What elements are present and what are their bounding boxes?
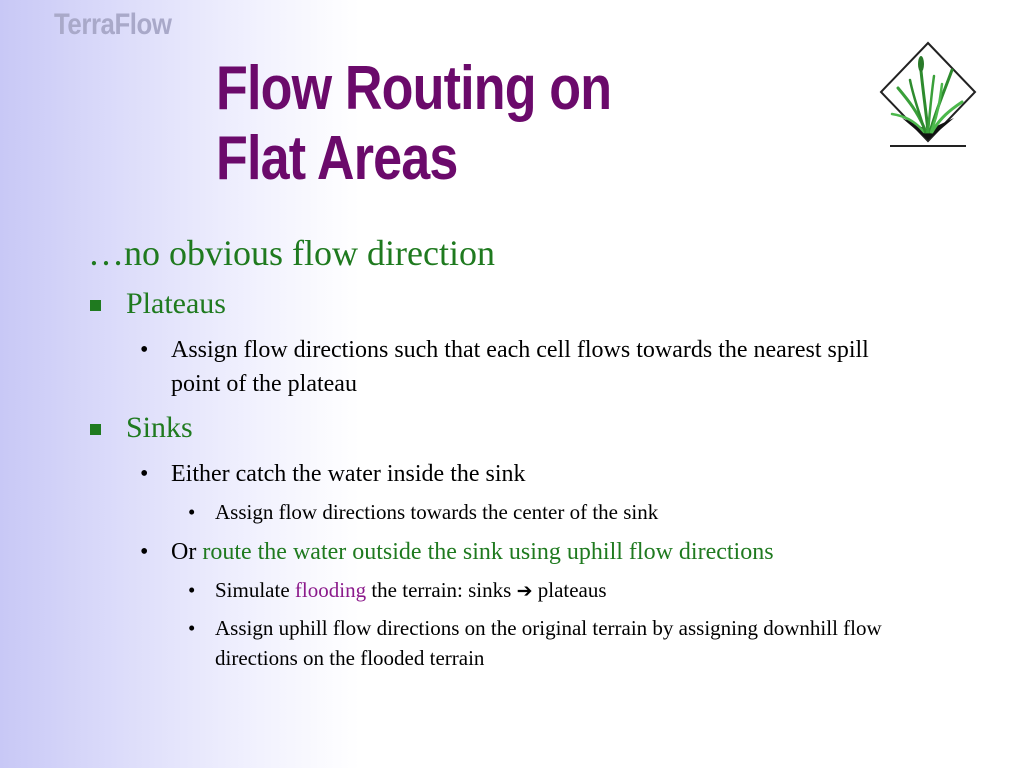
sub-item-text: Assign flow directions towards the center of the sink <box>215 500 659 524</box>
item-text: Either catch the water inside the sink <box>171 461 526 487</box>
sub-item-text: Assign uphill flow directions on the original terrain by assigning downhill flow directions on the flooded terrain <box>215 616 882 670</box>
text-after: plateaus <box>532 578 607 602</box>
title-line-1: Flow Routing on <box>216 54 612 123</box>
bullet-icon: • <box>140 461 149 487</box>
bullet-icon: • <box>188 500 196 524</box>
sub-item-text <box>215 575 895 606</box>
text-middle: the terrain: sinks <box>366 578 517 602</box>
bullet-icon: • <box>140 337 149 363</box>
item-prefix: Or <box>171 539 203 565</box>
title-line-2: Flat Areas <box>216 124 458 193</box>
text-before: Simulate <box>215 578 295 602</box>
intro-text: …no obvious flow direction <box>88 233 495 273</box>
square-bullet-icon <box>90 300 101 311</box>
slide-title <box>216 54 611 194</box>
bullet-icon: • <box>188 616 196 640</box>
square-bullet-icon <box>90 424 101 435</box>
arrow-right-icon: ➔ <box>516 580 533 602</box>
section-heading: Sinks <box>126 411 193 444</box>
item-text <box>171 535 891 569</box>
bullet-icon: • <box>140 539 149 565</box>
section-heading: Plateaus <box>126 287 226 320</box>
flooding-highlight: flooding <box>294 578 367 602</box>
brand-label: TerraFlow <box>54 8 172 41</box>
item-text: Assign flow directions such that each cell flows towards the nearest spill point of the plateau <box>171 337 869 397</box>
bullet-icon: • <box>188 578 196 602</box>
grass-logo-icon <box>878 40 978 152</box>
item-highlight: route the water outside the sink using uphill flow directions <box>202 539 774 565</box>
